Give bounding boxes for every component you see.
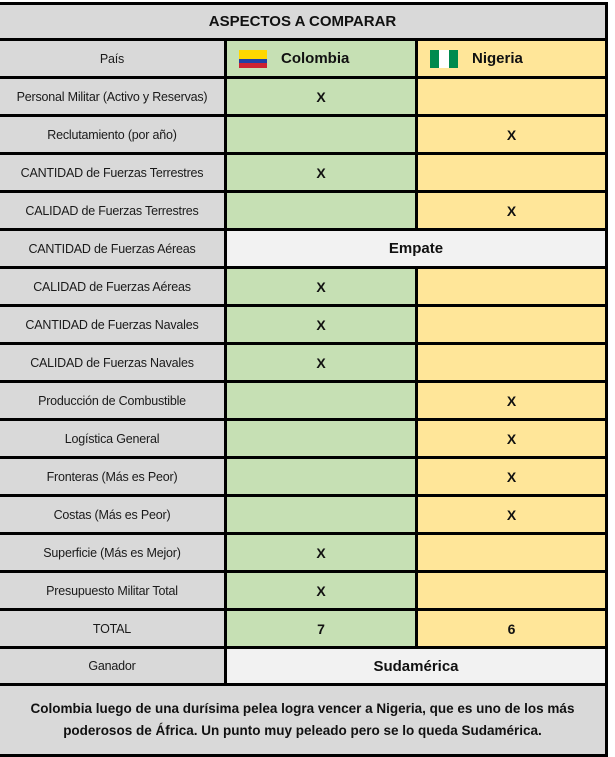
table-row — [0, 535, 605, 573]
nigeria-cell — [418, 269, 605, 304]
colombia-cell: X — [227, 573, 418, 608]
nigeria-cell: X — [418, 421, 605, 456]
colombia-cell — [227, 117, 418, 152]
table-row — [0, 193, 605, 231]
table-row — [0, 269, 605, 307]
colombia-cell: X — [227, 79, 418, 114]
aspect-label: Fronteras (Más es Peor) — [0, 459, 227, 494]
nigeria-flag-icon — [430, 50, 458, 68]
table-row — [0, 573, 605, 611]
nigeria-cell — [418, 155, 605, 190]
nigeria-cell — [418, 79, 605, 114]
aspect-label: Superficie (Más es Mejor) — [0, 535, 227, 570]
colombia-header — [227, 41, 418, 76]
nigeria-cell — [418, 345, 605, 380]
total-label: TOTAL — [0, 611, 227, 646]
colombia-cell — [227, 459, 418, 494]
aspect-label: CANTIDAD de Fuerzas Navales — [0, 307, 227, 342]
nigeria-cell: X — [418, 497, 605, 532]
nigeria-cell — [418, 307, 605, 342]
table-row — [0, 421, 605, 459]
aspect-label: CALIDAD de Fuerzas Aéreas — [0, 269, 227, 304]
nigeria-cell — [418, 573, 605, 608]
colombia-cell: X — [227, 155, 418, 190]
aspect-label: CALIDAD de Fuerzas Navales — [0, 345, 227, 380]
aspect-label: CANTIDAD de Fuerzas Aéreas — [0, 231, 227, 266]
winner-row — [0, 649, 605, 686]
table-row — [0, 231, 605, 269]
country-header-row — [0, 41, 605, 79]
colombia-cell: X — [227, 535, 418, 570]
aspect-label: Reclutamiento (por año) — [0, 117, 227, 152]
country-label: País — [0, 41, 227, 76]
table-row — [0, 79, 605, 117]
nigeria-cell — [418, 535, 605, 570]
aspect-label: Presupuesto Militar Total — [0, 573, 227, 608]
colombia-cell: X — [227, 345, 418, 380]
aspect-label: Personal Militar (Activo y Reservas) — [0, 79, 227, 114]
colombia-cell: X — [227, 269, 418, 304]
winner-label: Ganador — [0, 649, 227, 683]
table-row — [0, 383, 605, 421]
table-title: ASPECTOS A COMPARAR — [0, 5, 605, 41]
colombia-name: Colombia — [281, 50, 350, 67]
colombia-cell — [227, 497, 418, 532]
total-row — [0, 611, 605, 649]
colombia-total: 7 — [227, 611, 418, 646]
aspect-label: CANTIDAD de Fuerzas Terrestres — [0, 155, 227, 190]
nigeria-total: 6 — [418, 611, 605, 646]
table-row — [0, 155, 605, 193]
nigeria-cell: X — [418, 459, 605, 494]
table-row — [0, 117, 605, 155]
summary-text: Colombia luego de una durísima pelea logra vencer a Nigeria, que es uno de los más poderosos de África. Un punto muy peleado pero se lo queda Sudamérica. — [0, 686, 605, 754]
table-row — [0, 345, 605, 383]
nigeria-cell: X — [418, 117, 605, 152]
aspect-label: Costas (Más es Peor) — [0, 497, 227, 532]
nigeria-header — [418, 41, 605, 76]
table-row — [0, 459, 605, 497]
nigeria-cell: X — [418, 193, 605, 228]
aspect-label: Producción de Combustible — [0, 383, 227, 418]
table-row — [0, 497, 605, 535]
colombia-cell — [227, 193, 418, 228]
winner-value: Sudamérica — [227, 649, 605, 683]
aspect-label: Logística General — [0, 421, 227, 456]
comparison-table — [0, 2, 608, 757]
tie-cell: Empate — [227, 231, 605, 266]
colombia-cell: X — [227, 307, 418, 342]
nigeria-name: Nigeria — [472, 50, 523, 67]
nigeria-cell: X — [418, 383, 605, 418]
colombia-cell — [227, 421, 418, 456]
table-row — [0, 307, 605, 345]
colombia-cell — [227, 383, 418, 418]
aspect-label: CALIDAD de Fuerzas Terrestres — [0, 193, 227, 228]
colombia-flag-icon — [239, 50, 267, 68]
